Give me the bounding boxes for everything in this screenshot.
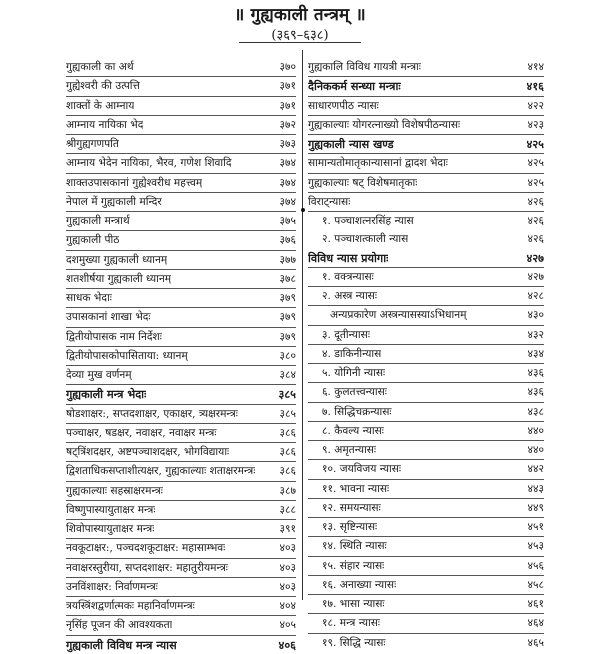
entry-title: १७. भासा न्यासः xyxy=(322,598,385,610)
entry-title: १२. समयन्यासः xyxy=(322,501,381,514)
entry-title: ८. कैवल्य न्यासः xyxy=(322,424,384,437)
entry-page-number: ३७९ xyxy=(279,292,296,304)
index-entry xyxy=(66,462,296,481)
entry-title: गुह्यकाल्याः योगरत्नाख्यो विशेषपीठन्यासः xyxy=(308,118,461,131)
entry-page-number: ४५३ xyxy=(527,540,544,553)
entry-page-number: ४२२ xyxy=(527,99,544,112)
entry-page-number: ४६१ xyxy=(527,598,544,610)
entry-page-number: ३७३ xyxy=(279,138,296,150)
entry-page-number: ३९१ xyxy=(279,523,296,535)
entry-title: ७. सिद्धिचक्रन्यासः xyxy=(322,405,392,418)
entry-title: १४. स्थिति न्यासः xyxy=(322,540,387,553)
index-entry xyxy=(66,520,296,539)
entry-title: ६. कुलतत्त्वन्यासः xyxy=(322,386,387,399)
entry-page-number: ३८४ xyxy=(279,369,296,381)
entry-page-number: ४२६ xyxy=(527,195,544,208)
entry-page-number: ४१६ xyxy=(526,79,544,94)
page-range: (३६९–६३८) xyxy=(271,28,329,43)
entry-page-number: ४२७ xyxy=(527,270,544,283)
index-entry xyxy=(308,499,544,518)
index-entry xyxy=(308,230,544,248)
index-entry xyxy=(308,576,544,595)
entry-page-number: ४०३ xyxy=(279,580,296,593)
index-entry xyxy=(66,251,296,270)
entry-title: २. पञ्चाशत्काली न्यास xyxy=(322,233,409,246)
entry-title: गुह्यकाली न्यास खण्ड xyxy=(308,137,394,151)
index-entry xyxy=(66,212,296,231)
entry-title: उपासकानां शाखा भेदः xyxy=(66,311,151,324)
entry-page-number: ४३६ xyxy=(527,386,544,399)
entry-title: १३. सृष्टिन्यासः xyxy=(322,521,378,533)
entry-title: द्विशताधिकसप्ताशीत्यक्षर, गुह्यकाल्याः शताक्षरमन्त्रः xyxy=(66,465,256,478)
index-entry xyxy=(66,366,296,385)
bullet-mark xyxy=(301,208,305,212)
entry-page-number: ३८५ xyxy=(279,407,296,420)
entry-title: साधारणपीठ न्यासः xyxy=(308,99,379,112)
entry-title: गुह्यकाल्याः सहस्राक्षरमन्त्रः xyxy=(66,484,163,497)
index-entry xyxy=(66,636,296,654)
index-entry xyxy=(308,383,544,402)
index-entry xyxy=(66,135,296,154)
entry-title: शिवोपास्यायुताक्षर मन्त्रः xyxy=(66,523,155,535)
index-entry xyxy=(66,193,296,212)
entry-title: ११. भावना न्यासः xyxy=(322,482,390,495)
entry-title: नृसिंह पूजन की आवश्यकता xyxy=(66,619,173,632)
left-column xyxy=(66,58,296,654)
entry-title: गुह्यकाली विविध मन्त्र न्यास xyxy=(66,637,177,652)
column-divider xyxy=(302,50,303,600)
page-title: ॥ गुह्यकाली तन्त्रम् ॥ xyxy=(234,5,366,25)
index-entry xyxy=(66,231,296,250)
entry-title: श्रीगुह्यगणपति xyxy=(66,138,119,150)
entry-title: गुह्यकाली पीठ xyxy=(66,234,120,247)
entry-page-number: ३७५ xyxy=(279,215,296,227)
entry-title: त्रयस्त्रिंशद्वर्णात्मकः महानिर्वाणमन्त्रः xyxy=(66,600,195,612)
entry-title: ५. योगिनी न्यासः xyxy=(322,367,386,379)
index-entry xyxy=(66,385,296,404)
index-entry xyxy=(308,441,544,460)
entry-title: गुह्यकाली मन्त्र भेदाः xyxy=(66,387,147,402)
index-entry xyxy=(66,77,296,96)
index-entry xyxy=(66,482,296,501)
entry-page-number: ३७२ xyxy=(279,118,296,131)
entry-page-number: ३७४ xyxy=(279,157,296,170)
entry-title: अन्यप्रकारेण अस्त्रन्यासस्याऽभिधानम् xyxy=(330,309,467,322)
index-entry xyxy=(308,193,544,212)
entry-page-number: ४२५ xyxy=(527,157,544,170)
entry-page-number: ४०३ xyxy=(279,542,296,555)
index-entry xyxy=(66,174,296,193)
entry-page-number: ४२५ xyxy=(527,176,544,189)
index-entry xyxy=(308,403,544,422)
index-entry xyxy=(308,249,544,268)
entry-title: द्वितीयोपासकोपासिताया: ध्यानम् xyxy=(66,349,188,362)
entry-page-number: ४२८ xyxy=(527,290,544,302)
entry-page-number: ३८७ xyxy=(279,484,296,497)
index-entry xyxy=(308,306,544,325)
entry-title: विविध न्यास प्रयोगाः xyxy=(308,250,389,265)
entry-title: शतशीर्षया गुह्यकाली ध्यानम् xyxy=(66,272,172,285)
index-entry xyxy=(66,116,296,135)
index-entry xyxy=(66,328,296,347)
entry-title: षट्त्रिंशदक्षर, अष्टपञ्चाशदक्षर, भोगविद्यायाः xyxy=(66,446,230,458)
entry-title: दशमुख्या गुह्यकाली ध्यानम् xyxy=(66,253,168,266)
entry-page-number: ४२५ xyxy=(526,137,544,151)
entry-title: ९. अमृतन्यासः xyxy=(322,444,377,456)
index-entry xyxy=(308,345,544,364)
index-entry xyxy=(308,326,544,345)
entry-title: गुह्यकालि विविध गायत्री मन्त्राः xyxy=(308,61,421,73)
entry-title: सामान्यतोमातृकान्यासानां द्वादश भेदाः xyxy=(308,157,448,170)
index-entry xyxy=(308,287,544,306)
entry-page-number: ३७४ xyxy=(279,176,296,189)
index-entry xyxy=(66,578,296,597)
index-entry xyxy=(308,174,544,193)
entry-page-number: ३७६ xyxy=(279,234,296,247)
entry-page-number: ४३६ xyxy=(527,367,544,379)
index-entry xyxy=(66,539,296,558)
entry-page-number: ४३४ xyxy=(527,347,544,360)
entry-title: १. वक्त्रन्यासः xyxy=(322,270,374,283)
index-entry xyxy=(308,97,544,116)
entry-page-number: ४०४ xyxy=(279,600,296,612)
entry-page-number: ४०६ xyxy=(278,637,296,652)
index-entry xyxy=(308,58,544,77)
index-entry xyxy=(308,364,544,383)
entry-page-number: ४४९ xyxy=(527,501,544,514)
entry-page-number: ४०५ xyxy=(279,619,296,632)
entry-title: साधक भेदाः xyxy=(66,292,112,304)
entry-title: गुह्यकाल्याः षट् विशेषमातृकाः xyxy=(308,176,418,189)
index-entry xyxy=(66,559,296,578)
entry-page-number: ४४२ xyxy=(527,463,544,476)
index-entry xyxy=(308,518,544,537)
entry-title: १९. सिद्धि न्यासः xyxy=(322,636,386,649)
index-entry xyxy=(66,347,296,366)
entry-page-number: ४२६ xyxy=(527,233,544,246)
entry-title: षोडशाक्षर:, सप्तदशाक्षर, एकाक्षर, त्र्यक्षरमन्त्रः xyxy=(66,407,238,420)
entry-title: नवाक्षरस्तुरीया, सप्तदशाक्षर: महातुरीयमन्त्रः xyxy=(66,561,228,574)
entry-title: १५. संहार न्यासः xyxy=(322,559,385,572)
entry-page-number: ३८६ xyxy=(279,446,296,458)
entry-page-number: ४३० xyxy=(527,309,544,322)
entry-page-number: ४३८ xyxy=(527,405,544,418)
entry-title: गुह्येश्वरी की उत्पत्ति xyxy=(66,80,140,93)
entry-title: शाक्तों के आम्नाय xyxy=(66,99,135,112)
index-entry xyxy=(66,308,296,327)
entry-page-number: ४६४ xyxy=(527,617,544,630)
entry-title: नेपाल में गुह्यकाली मन्दिर xyxy=(66,195,162,208)
index-entry xyxy=(308,212,544,230)
entry-title: आम्नाय भेदेन नायिका, भैरव, गणेश शिवादि xyxy=(66,157,232,170)
entry-page-number: ४३२ xyxy=(527,328,544,341)
entry-page-number: ३७९ xyxy=(279,330,296,343)
index-entry xyxy=(308,557,544,576)
index-entry xyxy=(66,443,296,462)
entry-title: गुह्यकाली का अर्थ xyxy=(66,61,134,73)
entry-page-number: ४२६ xyxy=(527,215,544,227)
entry-page-number: ३७७ xyxy=(279,253,296,266)
entry-title: द्वितीयोपासक नाम निर्देशः xyxy=(66,330,162,343)
index-entry xyxy=(66,424,296,443)
entry-page-number: ३८६ xyxy=(279,465,296,478)
entry-title: शाक्तउपासकानां गुह्येश्वरीध महत्त्वम् xyxy=(66,176,203,189)
index-entry xyxy=(66,501,296,520)
entry-title: ४. डाकिनीन्यास xyxy=(322,347,382,360)
index-entry xyxy=(66,289,296,308)
entry-page-number: ४४० xyxy=(527,444,544,456)
index-entry xyxy=(308,116,544,135)
entry-page-number: ४२७ xyxy=(526,250,544,265)
entry-page-number: ४१४ xyxy=(527,61,544,73)
entry-page-number: ४६५ xyxy=(527,636,544,649)
entry-title: आम्नाय नायिका भेद xyxy=(66,118,144,131)
entry-page-number: ३७१ xyxy=(279,99,296,112)
index-entry xyxy=(308,77,544,96)
right-column xyxy=(308,58,544,652)
entry-page-number: ४५१ xyxy=(527,521,544,533)
entry-page-number: ३७८ xyxy=(279,272,296,285)
index-entry xyxy=(66,97,296,116)
entry-page-number: ४२३ xyxy=(527,118,544,131)
index-entry xyxy=(308,480,544,499)
entry-page-number: ३८० xyxy=(279,349,296,362)
entry-title: विराट्न्यासः xyxy=(308,195,351,208)
index-entry xyxy=(308,422,544,441)
entry-title: देव्या मुख वर्णनम् xyxy=(66,369,132,381)
entry-page-number: ४४३ xyxy=(527,482,544,495)
entry-title: १६. अनाख्या न्यासः xyxy=(322,578,397,591)
entry-page-number: ३७० xyxy=(279,61,296,73)
index-entry xyxy=(66,405,296,424)
index-entry xyxy=(308,154,544,173)
entry-page-number: ३८८ xyxy=(279,503,296,516)
index-entry xyxy=(308,614,544,633)
entry-title: पञ्चाक्षर, षडक्षर, नवाक्षर, नवाक्षर मन्त्रः xyxy=(66,426,217,439)
entry-title: २. अस्त्र न्यासः xyxy=(322,290,377,302)
index-entry xyxy=(308,595,544,614)
index-entry xyxy=(66,58,296,77)
entry-title: १८. मन्त्र न्यासः xyxy=(322,617,381,630)
entry-page-number: ३८६ xyxy=(279,426,296,439)
entry-title: नवकूटाक्षर:, पञ्चदशकूटाक्षर: महासाम्भवः xyxy=(66,542,226,555)
index-entry xyxy=(308,268,544,287)
range-underline xyxy=(239,42,361,43)
entry-title: ३. दूतीन्यासः xyxy=(322,328,370,341)
entry-title: दैनिककर्म सन्ध्या मन्त्राः xyxy=(308,79,401,94)
entry-page-number: ३७९ xyxy=(279,311,296,324)
index-entry xyxy=(66,154,296,173)
entry-title: गुह्यकाली मन्त्रार्थ xyxy=(66,215,130,227)
entry-page-number: ३८५ xyxy=(278,387,296,402)
index-entry xyxy=(308,135,544,154)
entry-page-number: ४५६ xyxy=(527,559,544,572)
entry-page-number: ४४० xyxy=(527,424,544,437)
index-entry xyxy=(308,634,544,652)
index-entry xyxy=(308,460,544,479)
index-entry xyxy=(308,537,544,556)
entry-page-number: ४०३ xyxy=(279,561,296,574)
index-entry xyxy=(66,616,296,635)
entry-title: १. पञ्चाशत्नरसिंह न्यास xyxy=(322,215,414,227)
index-entry xyxy=(66,270,296,289)
entry-title: १०. जयविजय न्यासः xyxy=(322,463,402,476)
entry-page-number: ३७१ xyxy=(279,80,296,93)
entry-title: उनविंशाक्षर: निर्वाणमन्त्रः xyxy=(66,580,158,593)
entry-page-number: ३७४ xyxy=(279,195,296,208)
entry-page-number: ४५८ xyxy=(527,578,544,591)
entry-title: विष्णुपास्यायुताक्षर मन्त्रः xyxy=(66,503,156,516)
